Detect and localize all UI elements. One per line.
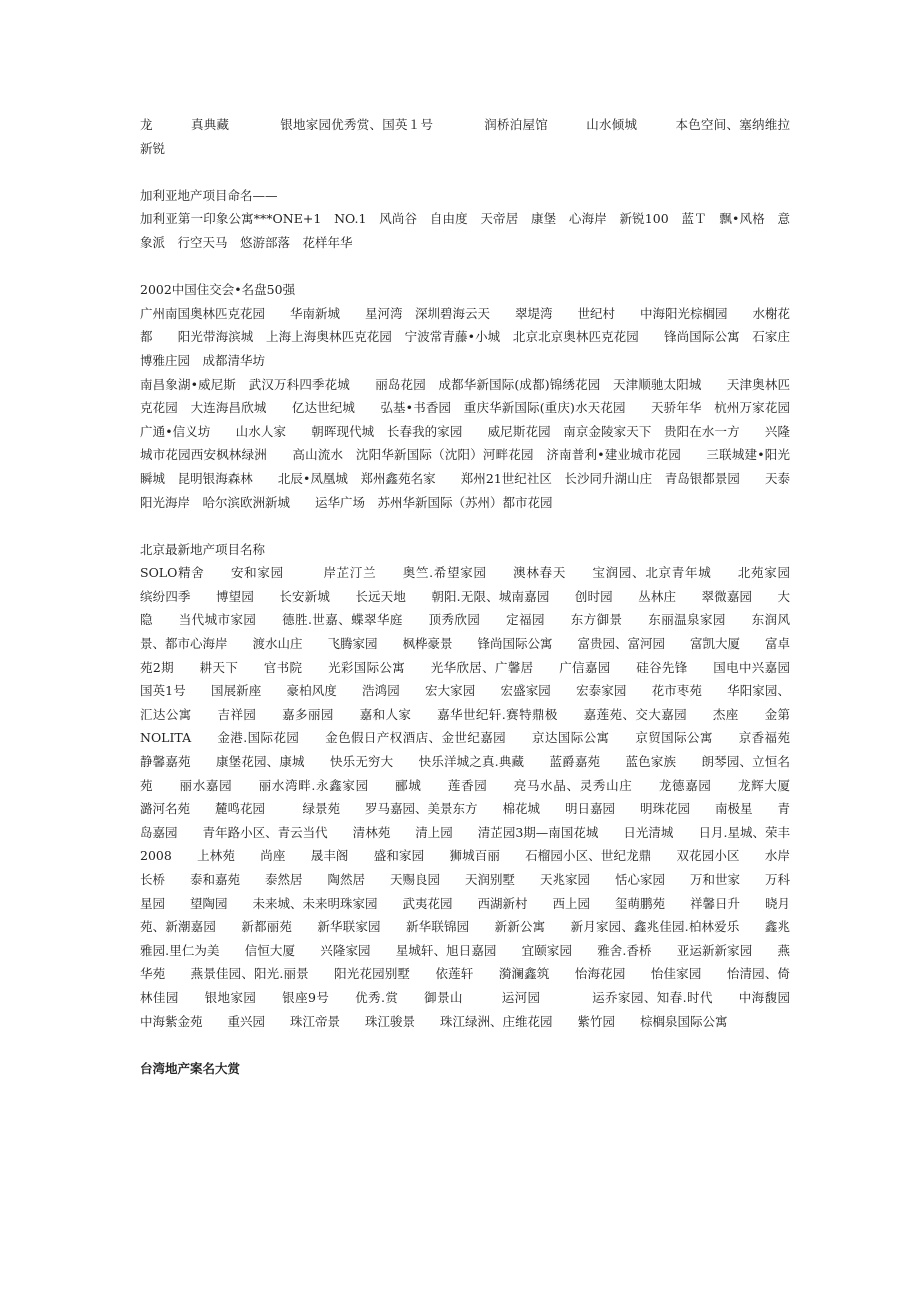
spacer: [140, 514, 790, 538]
section-title-top50: 2002中国住交会•名盘50强: [140, 282, 296, 298]
jialiya-project-names: 加利亚第一印象公寓***ONE+1 NO.1 风尚谷 自由度 天帝居 康堡 心海岸 新锐100 蓝Ｔ 飘•风格 意象派 行空天马 悠游部落 花样年华: [140, 211, 790, 250]
section-title-beijing: 北京最新地产项目名称: [140, 541, 266, 557]
top50-paragraph-1: 广州南国奥林匹克花园 华南新城 星河湾 深圳碧海云天 翠堤湾 世纪村 中海阳光棕榈园 水榭花都 阳光带海滨城 上海上海奥林匹克花园 宁波常青藤•小城 北京北京奥林匹克花园 锋尚国际公寓 石家庄博雅庄园 成都清华坊: [140, 305, 791, 368]
spacer: [140, 1033, 790, 1057]
project-name-list: 龙 真典藏 银地家园优秀赏、国英１号 润桥泊屋馆 山水倾城 本色空间、塞纳维拉 新锐: [140, 117, 841, 156]
spacer: [140, 255, 790, 279]
top50-paragraph-2: 南昌象湖•威尼斯 武汉万科四季花城 丽岛花园 成都华新国际(成都)锦绣花园 天津顺驰太阳城 天津奥林匹克花园 大连海昌欣城 亿达世纪城 弘基•书香园 重庆华新国际(重庆)水天花园 天骄年华 杭州万家花园 广通•信义坊 山水人家 朝晖现代城 长春我的家园 威尼斯花园 南京金陵家天下 贵阳在水一方 兴隆城市花园西安枫林绿洲 高山流水 沈阳华新国际（沈阳）河畔花园 济南普利•建业城市花园 三联城建•阳光瞬城 昆明银海森林 北辰•凤凰城 郑州鑫苑名家 郑州21世纪社区 长沙同升湖山庄 青岛银都景园 天泰阳光海岸 哈尔滨欧洲新城 运华广场 苏州华新国际（苏州）都市花园: [140, 376, 816, 510]
spacer: [140, 160, 790, 184]
section-title-taiwan: 台湾地产案名大赏: [140, 1060, 241, 1076]
document-page: [140, 113, 841, 1080]
beijing-project-names: SOLO精舍 安和家园 岸芷汀兰 奥竺.希望家园 澳林春天 宝润园、北京青年城 北苑家园 缤纷四季 博望园 长安新城 长远天地 朝阳.无限、城南嘉园 创时园 丛林庄 翠微嘉园 大隐 当代城市家园 德胜.世嘉、蝶翠华庭 顶秀欣园 定福园 东方御景 东丽温泉家园 东润风景、都市心海岸 渡水山庄 飞腾家园 枫桦豪景 锋尚国际公寓 富贵园、富河园 富凯大厦 富卓苑2期 耕天下 官书院 光彩国际公寓 光华欣居、广馨居 广信嘉园 硅谷先锋 国电中兴嘉园 国英1号 国展新座 豪柏风度 浩鸿园 宏大家园 宏盛家园 宏泰家园 花市枣苑 华阳家园、汇达公寓 吉祥园 嘉多丽园 嘉和人家 嘉华世纪轩.赛特鼎极 嘉莲苑、交大嘉园 杰座 金第NOLITA 金港.国际花园 金色假日产权酒店、金世纪嘉园 京达国际公寓 京贸国际公寓 京香福苑 静馨嘉苑 康堡花园、康城 快乐无穷大 快乐洋城之真.典藏 蓝爵嘉苑 蓝色家族 朗琴园、立恒名苑 丽水嘉园 丽水湾畔.永鑫家园 郦城 莲香园 亮马水晶、灵秀山庄 龙德嘉园 龙辉大厦 潞河名苑 麓鸣花园 绿景苑 罗马嘉园、美景东方 棉花城 明日嘉园 明珠花园 南极星 青岛嘉园 青年路小区、青云当代 清林苑 清上园 清芷园3期—南国花城 日光清城 日月.星城、荣丰2008 上林苑 尚座 晟丰阁 盛和家园 狮城百丽 石榴园小区、世纪龙鼎 双花园小区 水岸长桥 泰和嘉苑 泰然居 陶然居 天赐良园 天润别墅 天兆家园 恬心家园 万和世家 万科星园 望陶园 未来城、未来明珠家园 武夷花园 西湖新村 西上园 玺萌鹏苑 祥馨日升 晓月苑、新潮嘉园 新都丽苑 新华联家园 新华联锦园 新新公寓 新月家园、鑫兆佳园.柏林爱乐 鑫兆雅园.里仁为美 信恒大厦 兴隆家园 星城轩、旭日嘉园 宜颐家园 雅舍.香桥 亚运新新家园 燕华苑 燕景佳园、阳光.丽景 阳光花园别墅 依莲轩 漪澜鑫筑 怡海花园 怡佳家园 怡清园、倚林佳园 银地家园 银座9号 优秀.赏 御景山 运河园 运乔家园、知春.时代 中海馥园 中海紫金苑 重兴园 珠江帝景 珠江骏景 珠江绿洲、庄维花园 紫竹园 棕榈泉国际公寓: [140, 565, 828, 1029]
section-title-jialiya: 加利亚地产项目命名——: [140, 187, 278, 203]
